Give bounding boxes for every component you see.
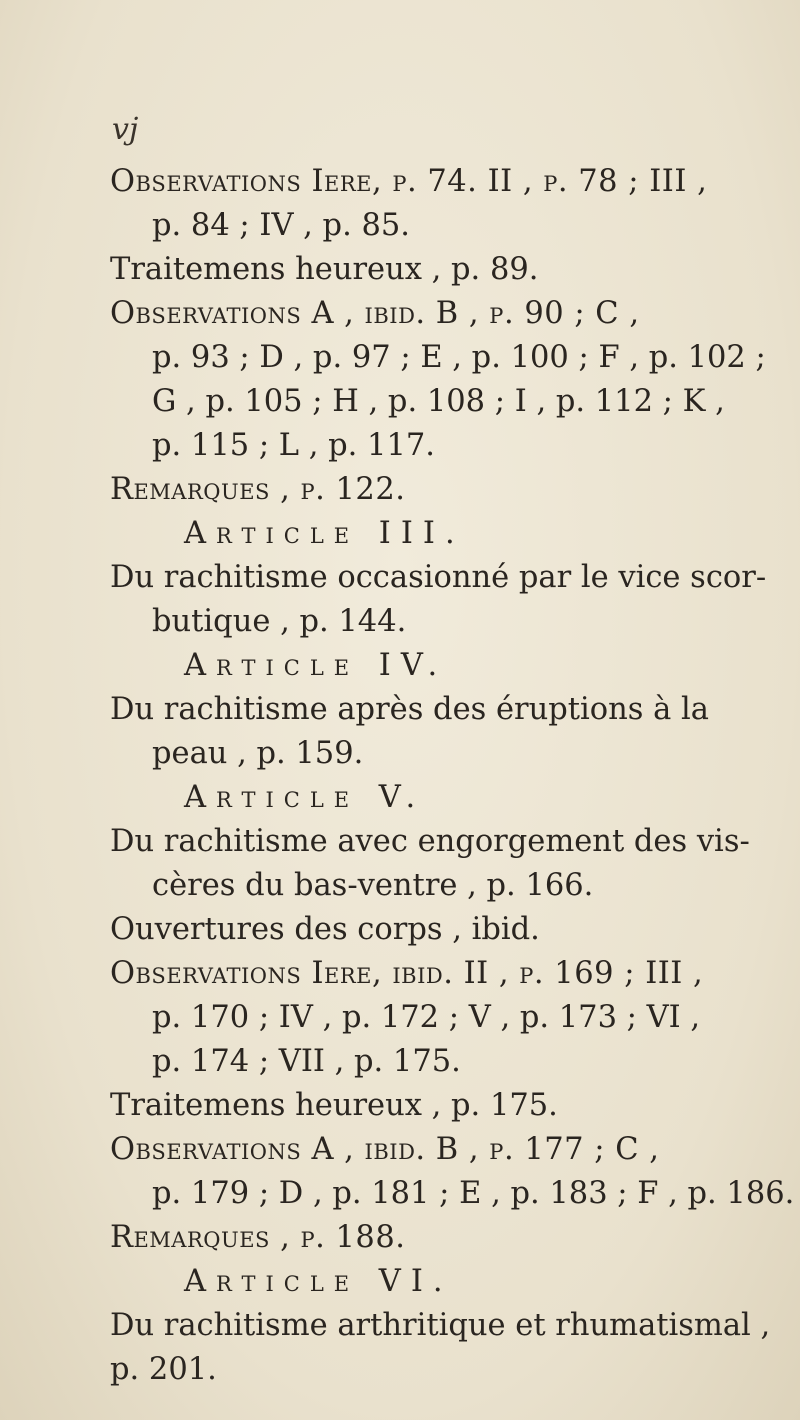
toc-line: p. 115 ; L , p. 117. (152, 428, 435, 463)
toc-line: Ouvertures des corps , ibid. (110, 912, 540, 947)
toc-line: p. 174 ; VII , p. 175. (152, 1044, 461, 1079)
toc-line: p. 84 ; IV , p. 85. (152, 208, 410, 243)
toc-line: Traitemens heureux , p. 89. (110, 252, 539, 287)
margin-stain (0, 0, 170, 124)
toc-line: p. 201. (110, 1352, 217, 1387)
toc-line: Remarques , p. 188. (110, 1220, 406, 1255)
toc-line: Observations Iere, ibid. II , p. 169 ; III , (110, 956, 704, 991)
toc-line: p. 170 ; IV , p. 172 ; V , p. 173 ; VI , (152, 1000, 701, 1035)
article-heading: Article IV. (184, 648, 448, 683)
toc-line: Du rachitisme après des éruptions à la (110, 692, 709, 727)
page-number: vj (112, 112, 139, 147)
toc-line: p. 179 ; D , p. 181 ; E , p. 183 ; F , p. 186. (152, 1176, 795, 1211)
article-heading: Article VI. (184, 1264, 453, 1299)
toc-line: peau , p. 159. (152, 736, 364, 771)
toc-line: Du rachitisme occasionné par le vice scor- (110, 560, 767, 595)
toc-line: Du rachitisme arthritique et rhumatismal , (110, 1308, 771, 1343)
table-of-contents (110, 160, 795, 1392)
toc-line: butique , p. 144. (152, 604, 407, 639)
toc-line: Observations A , ibid. B , p. 177 ; C , (110, 1132, 660, 1167)
toc-line: Observations Iere, p. 74. II , p. 78 ; III , (110, 164, 708, 199)
toc-line: Du rachitisme avec engorgement des vis- (110, 824, 750, 859)
toc-line: Observations A , ibid. B , p. 90 ; C , (110, 296, 640, 331)
article-heading: Article V. (184, 780, 426, 815)
toc-line: p. 93 ; D , p. 97 ; E , p. 100 ; F , p. 102 ; (152, 340, 766, 375)
article-heading: Article III. (184, 516, 465, 551)
toc-line: Remarques , p. 122. (110, 472, 406, 507)
toc-line: cères du bas-ventre , p. 166. (152, 868, 594, 903)
toc-line: G , p. 105 ; H , p. 108 ; I , p. 112 ; K , (152, 384, 725, 419)
toc-line: Traitemens heureux , p. 175. (110, 1088, 558, 1123)
